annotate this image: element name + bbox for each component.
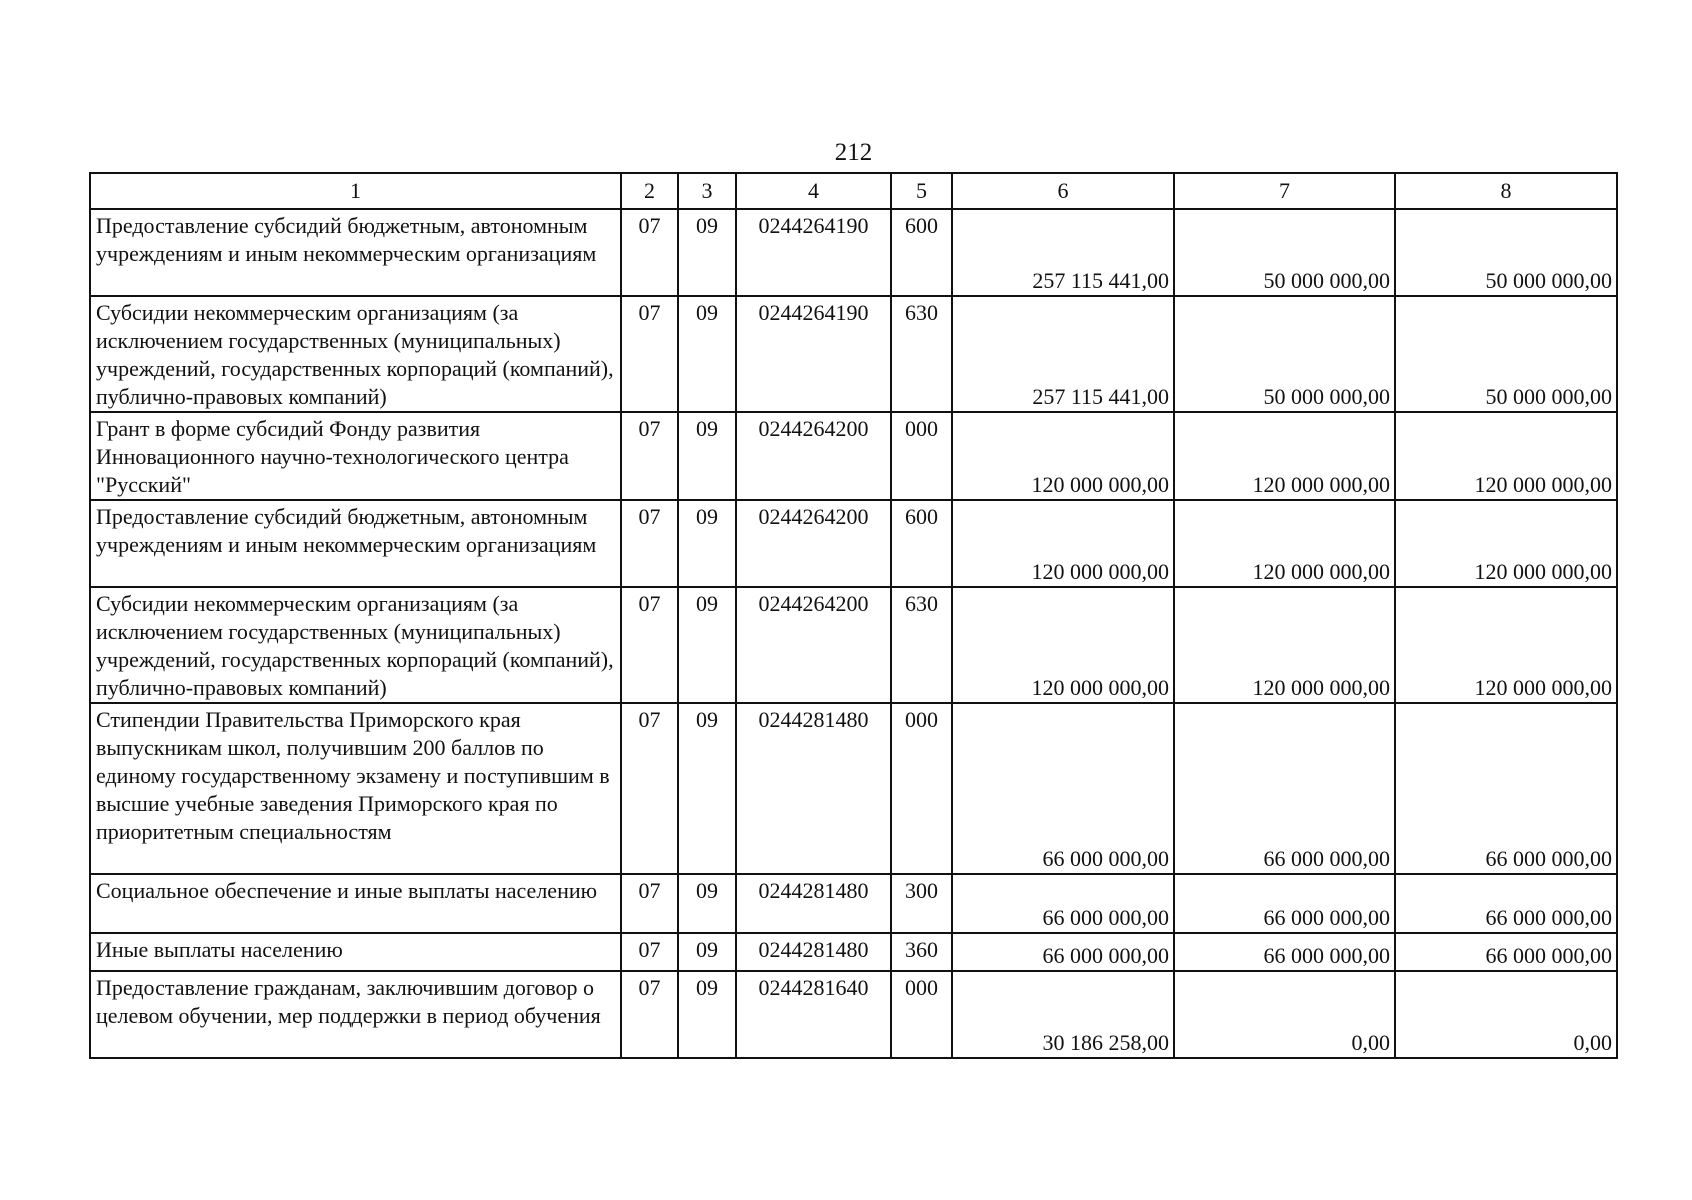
subsection-code: 09 bbox=[678, 971, 736, 1058]
type-code: 600 bbox=[891, 209, 952, 296]
amount-col-8: 120 000 000,00 bbox=[1395, 412, 1617, 500]
table-row bbox=[90, 874, 1617, 933]
amount-col-7: 50 000 000,00 bbox=[1174, 296, 1395, 412]
section-code: 07 bbox=[621, 500, 678, 587]
amount-col-7: 66 000 000,00 bbox=[1174, 933, 1395, 971]
amount-col-6: 30 186 258,00 bbox=[952, 971, 1174, 1058]
subsection-code: 09 bbox=[678, 933, 736, 971]
table-row bbox=[90, 933, 1617, 971]
amount-col-8: 50 000 000,00 bbox=[1395, 209, 1617, 296]
type-code: 600 bbox=[891, 500, 952, 587]
page-number: 212 bbox=[834, 139, 873, 166]
amount-col-8: 120 000 000,00 bbox=[1395, 587, 1617, 703]
row-name: Стипендии Правительства Приморского края выпускникам школ, получившим 200 баллов по единому государственному экзамену и поступившим в высшие учебные заведения Приморского края по приоритетным специальностям bbox=[90, 703, 621, 874]
section-code: 07 bbox=[621, 296, 678, 412]
column-header: 1 bbox=[90, 173, 621, 209]
section-code: 07 bbox=[621, 874, 678, 933]
amount-col-7: 66 000 000,00 bbox=[1174, 874, 1395, 933]
amount-col-8: 66 000 000,00 bbox=[1395, 933, 1617, 971]
target-code: 0244264200 bbox=[736, 500, 891, 587]
type-code: 000 bbox=[891, 703, 952, 874]
table-row bbox=[90, 500, 1617, 587]
table-row bbox=[90, 587, 1617, 703]
amount-col-8: 50 000 000,00 bbox=[1395, 296, 1617, 412]
column-header: 8 bbox=[1395, 173, 1617, 209]
target-code: 0244281480 bbox=[736, 703, 891, 874]
section-code: 07 bbox=[621, 412, 678, 500]
amount-col-7: 120 000 000,00 bbox=[1174, 412, 1395, 500]
table-row bbox=[90, 703, 1617, 874]
amount-col-6: 120 000 000,00 bbox=[952, 587, 1174, 703]
type-code: 000 bbox=[891, 412, 952, 500]
row-name: Предоставление гражданам, заключившим договор о целевом обучении, мер поддержки в период обучения bbox=[90, 971, 621, 1058]
amount-col-6: 120 000 000,00 bbox=[952, 500, 1174, 587]
row-name: Иные выплаты населению bbox=[90, 933, 621, 971]
amount-col-7: 0,00 bbox=[1174, 971, 1395, 1058]
amount-col-6: 66 000 000,00 bbox=[952, 933, 1174, 971]
amount-col-6: 257 115 441,00 bbox=[952, 209, 1174, 296]
column-header: 5 bbox=[891, 173, 952, 209]
target-code: 0244264190 bbox=[736, 296, 891, 412]
column-header: 2 bbox=[621, 173, 678, 209]
subsection-code: 09 bbox=[678, 587, 736, 703]
subsection-code: 09 bbox=[678, 412, 736, 500]
section-code: 07 bbox=[621, 209, 678, 296]
row-name: Предоставление субсидий бюджетным, автономным учреждениям и иным некоммерческим организациям bbox=[90, 500, 621, 587]
type-code: 000 bbox=[891, 971, 952, 1058]
type-code: 630 bbox=[891, 587, 952, 703]
row-name: Субсидии некоммерческим организациям (за исключением государственных (муниципальных) учреждений, государственных корпораций (компаний), публично-правовых компаний) bbox=[90, 296, 621, 412]
amount-col-8: 66 000 000,00 bbox=[1395, 703, 1617, 874]
table-header-row bbox=[90, 173, 1617, 209]
target-code: 0244281480 bbox=[736, 933, 891, 971]
table-row bbox=[90, 412, 1617, 500]
amount-col-6: 120 000 000,00 bbox=[952, 412, 1174, 500]
target-code: 0244264200 bbox=[736, 412, 891, 500]
subsection-code: 09 bbox=[678, 703, 736, 874]
subsection-code: 09 bbox=[678, 209, 736, 296]
target-code: 0244264190 bbox=[736, 209, 891, 296]
target-code: 0244264200 bbox=[736, 587, 891, 703]
column-header: 4 bbox=[736, 173, 891, 209]
row-name: Субсидии некоммерческим организациям (за исключением государственных (муниципальных) учреждений, государственных корпораций (компаний), публично-правовых компаний) bbox=[90, 587, 621, 703]
row-name: Предоставление субсидий бюджетным, автономным учреждениям и иным некоммерческим организациям bbox=[90, 209, 621, 296]
amount-col-8: 120 000 000,00 bbox=[1395, 500, 1617, 587]
amount-col-6: 257 115 441,00 bbox=[952, 296, 1174, 412]
amount-col-8: 0,00 bbox=[1395, 971, 1617, 1058]
section-code: 07 bbox=[621, 587, 678, 703]
table-row bbox=[90, 971, 1617, 1058]
section-code: 07 bbox=[621, 971, 678, 1058]
row-name: Социальное обеспечение и иные выплаты населению bbox=[90, 874, 621, 933]
column-header: 3 bbox=[678, 173, 736, 209]
amount-col-8: 66 000 000,00 bbox=[1395, 874, 1617, 933]
type-code: 300 bbox=[891, 874, 952, 933]
column-header: 7 bbox=[1174, 173, 1395, 209]
amount-col-7: 120 000 000,00 bbox=[1174, 587, 1395, 703]
table-row bbox=[90, 209, 1617, 296]
column-header: 6 bbox=[952, 173, 1174, 209]
subsection-code: 09 bbox=[678, 296, 736, 412]
row-name: Грант в форме субсидий Фонду развития Инновационного научно-технологического центра "Русский" bbox=[90, 412, 621, 500]
section-code: 07 bbox=[621, 703, 678, 874]
target-code: 0244281640 bbox=[736, 971, 891, 1058]
amount-col-7: 66 000 000,00 bbox=[1174, 703, 1395, 874]
subsection-code: 09 bbox=[678, 500, 736, 587]
type-code: 360 bbox=[891, 933, 952, 971]
amount-col-6: 66 000 000,00 bbox=[952, 874, 1174, 933]
subsection-code: 09 bbox=[678, 874, 736, 933]
budget-table bbox=[89, 172, 1618, 1059]
target-code: 0244281480 bbox=[736, 874, 891, 933]
amount-col-6: 66 000 000,00 bbox=[952, 703, 1174, 874]
amount-col-7: 120 000 000,00 bbox=[1174, 500, 1395, 587]
type-code: 630 bbox=[891, 296, 952, 412]
table-row bbox=[90, 296, 1617, 412]
amount-col-7: 50 000 000,00 bbox=[1174, 209, 1395, 296]
section-code: 07 bbox=[621, 933, 678, 971]
